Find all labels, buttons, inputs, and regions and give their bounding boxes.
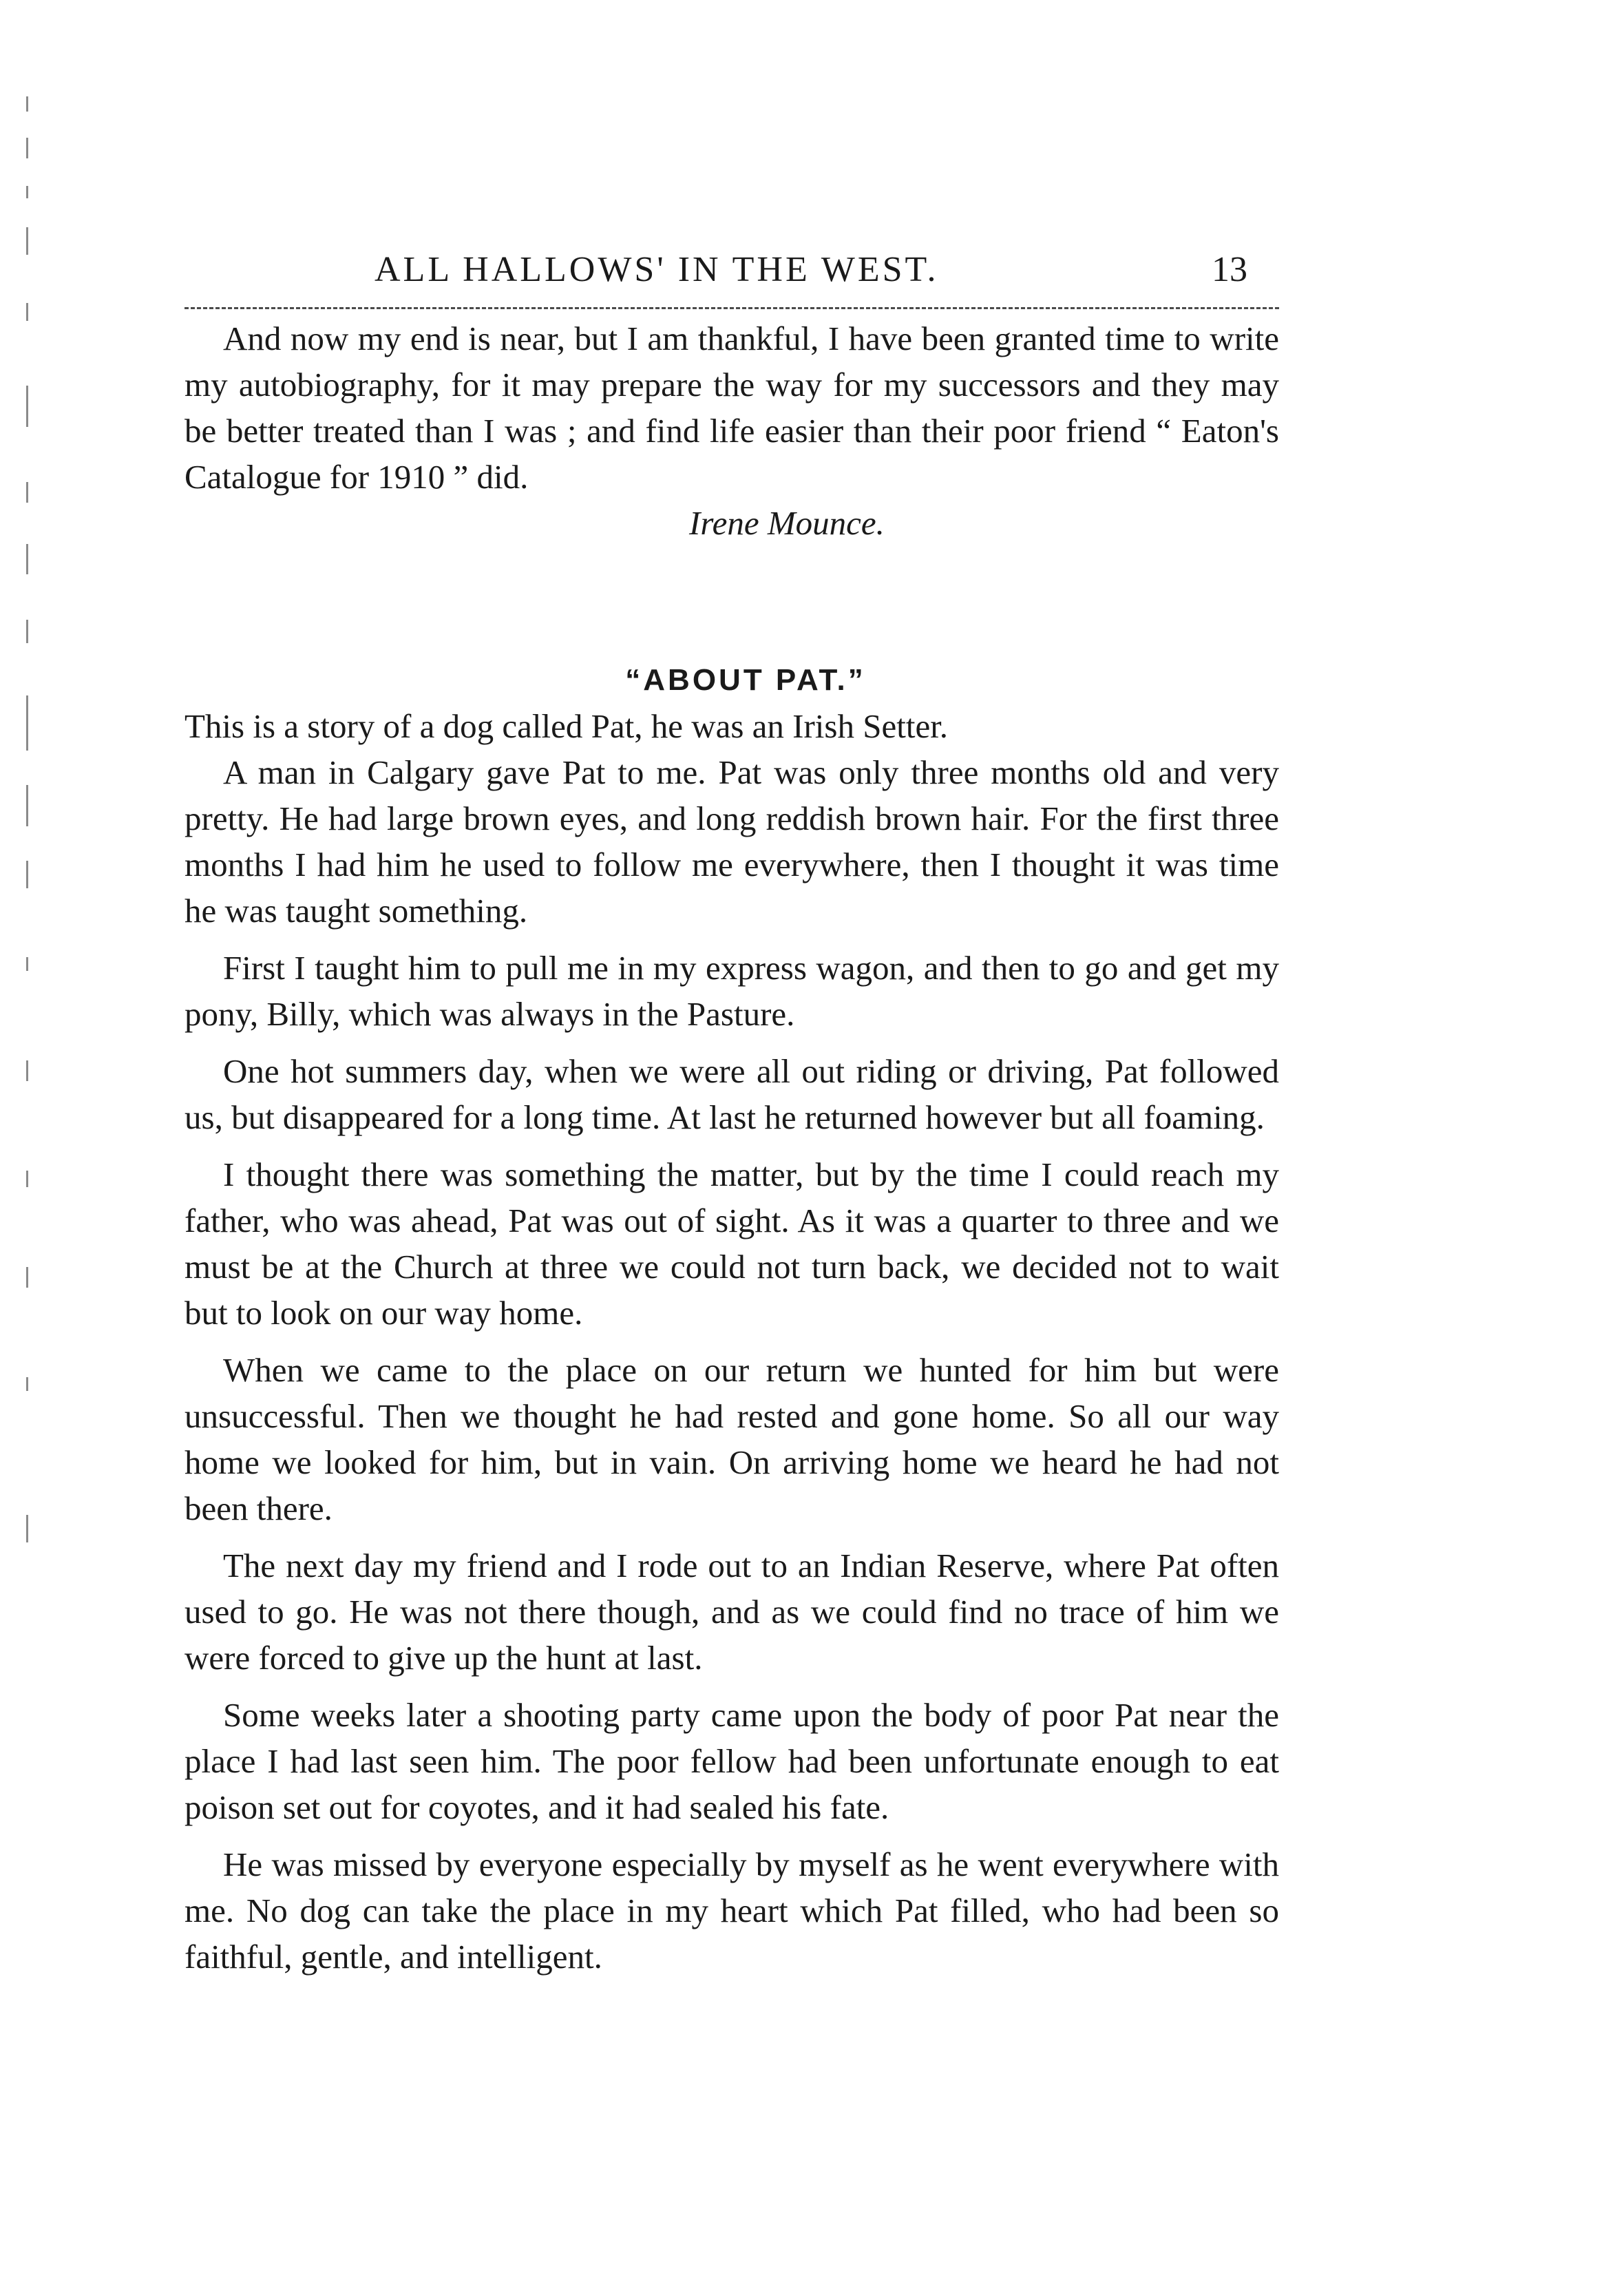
author-signature: Irene Mounce. <box>689 504 885 542</box>
previous-article-paragraph: And now my end is near, but I am thankful, I have been granted time to write my autobiography, for it may prepare the way for my successors and they may be better treated than I was ; and find life easier than their poor friend “ Eaton's Catalogue for 1910 ” did. <box>184 320 1279 496</box>
running-head <box>184 241 1279 310</box>
article-paragraph: The next day my friend and I rode out to an Indian Reserve, where Pat often used to go. He was not there though, and as we could find no trace of him we were forced to give up the hunt at last. <box>184 1547 1279 1677</box>
header-rule <box>184 307 1279 309</box>
scan-edge-marks <box>26 96 47 1611</box>
article-paragraph: I thought there was something the matter, but by the time I could reach my father, who was ahead, Pat was out of sight. As it was a quarter to three and we must be at the Church at three we could not turn back, we decided not to wait but to look on our way home. <box>184 1155 1279 1332</box>
article-paragraph: First I taught him to pull me in my express wagon, and then to go and get my pony, Billy, which was always in the Pasture. <box>184 949 1279 1033</box>
article-paragraph: This is a story of a dog called Pat, he was an Irish Setter. <box>184 707 949 745</box>
article-paragraph: A man in Calgary gave Pat to me. Pat was only three months old and very pretty. He had large brown eyes, and long reddish brown hair. For the first three months I had him he used to follow me everywhere, then I thought it was time he was taught something. <box>184 753 1279 930</box>
page-number: 13 <box>1212 250 1247 289</box>
book-page <box>184 241 1279 1980</box>
running-head-title: ALL HALLOWS' IN THE WEST. <box>375 250 939 289</box>
article-paragraph: He was missed by everyone especially by myself as he went everywhere with me. No dog can take the place in my heart which Pat filled, who had been so faithful, gentle, and intelligent. <box>184 1845 1279 1976</box>
article-heading: “ABOUT PAT.” <box>625 663 866 697</box>
article-paragraph: Some weeks later a shooting party came upon the body of poor Pat near the place I had last seen him. The poor fellow had been unfortunate enough to eat poison set out for coyotes, and it had sealed his fate. <box>184 1696 1279 1826</box>
article-paragraph: When we came to the place on our return we hunted for him but were unsuccessful. Then we thought he had rested and gone home. So all our way home we looked for him, but in vain. On arriving home we heard he had not been there. <box>184 1351 1279 1527</box>
article-paragraph: One hot summers day, when we were all out riding or driving, Pat followed us, but disappeared for a long time. At last he returned however but all foaming. <box>184 1052 1279 1136</box>
